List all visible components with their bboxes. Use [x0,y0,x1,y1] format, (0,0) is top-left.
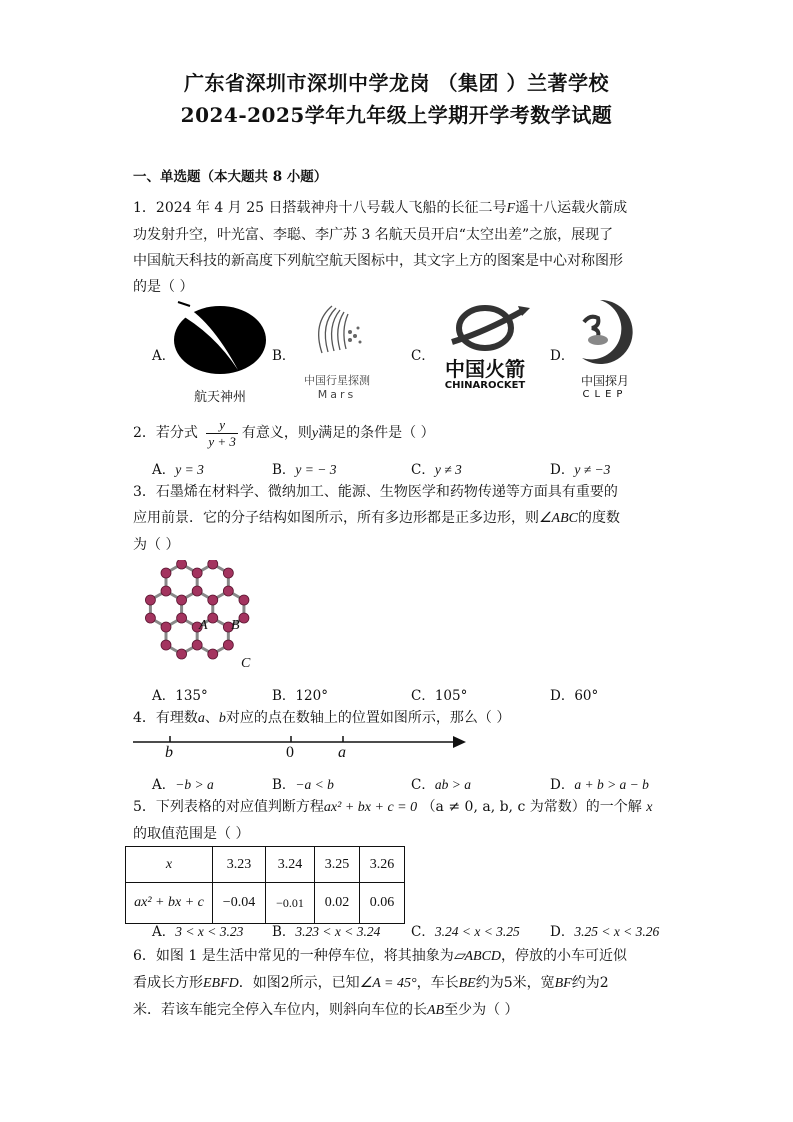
graphene-atom [208,613,218,623]
question-1 [133,195,673,300]
graphene-atom [239,613,249,623]
graphene-label-c: C [241,656,251,671]
graphene-atom [192,586,202,596]
q1-option-a-logo[interactable] [170,298,270,403]
q2-option-b[interactable]: B．y = − 3 [272,462,337,478]
table-cell: 3.25 [315,847,360,883]
china-rocket-logo-icon [432,302,538,354]
table-cell: 0.06 [360,883,405,924]
q3-option-a[interactable]: A．135° [152,688,208,704]
clep-moon-logo-icon [570,296,640,368]
q6-line1: 6．如图 1 是生活中常见的一种停车位，将其抽象为▱ABCD，停放的小车可近似 [133,948,628,964]
question-2: 2．若分式 $\frac{y}{y + 3}$ 有意义，则y满足的条件是（ ） [133,416,435,449]
q5-value-table [125,846,405,924]
graphene-atom [177,613,187,623]
q1-option-d-sub: CLEP [582,389,628,400]
q1-option-a-caption: 航天神州 [193,390,246,405]
q4-option-b[interactable]: B．−a < b [272,777,334,793]
q3-option-d[interactable]: D．60° [550,688,599,704]
q1-option-c-logo[interactable] [432,302,538,402]
q6-line3: 米．若该车能完全停入车位内，则斜向车位的长AB至少为（ ） [133,1002,519,1018]
axis-label-b: b [165,744,173,761]
q1-line3: 中国航天科技的新高度下列航空航天图标中，其文字上方的图案是中心对称图形 [133,253,623,269]
question-6 [133,943,673,1024]
axis-label-a: a [338,744,346,761]
q1-option-c-sub: CHINAROCKET [444,380,526,391]
q1-option-c-letter[interactable]: C． [411,348,435,364]
page-title-line2: 2024-2025学年九年级上学期开学考数学试题 [180,103,613,127]
graphene-atom [208,560,218,569]
question-3 [133,479,673,558]
q1-option-a-letter[interactable]: A． [152,348,176,364]
q1-line1: 1．2024 年 4 月 25 日搭载神舟十八号载人飞船的长征二号F遥十八运载火箭成 [133,200,628,216]
q3-line1: 3．石墨烯在材料学、微纳加工、能源、生物医学和药物传递等方面具有重要的 [133,484,618,500]
graphene-atom [161,586,171,596]
q4-option-d[interactable]: D．a + b > a − b [550,777,649,793]
table-row [126,883,405,924]
graphene-atom [223,586,233,596]
q3-option-c[interactable]: C．105° [411,688,468,704]
graphene-atom [192,568,202,578]
q1-option-b-sub: Mars [317,388,357,401]
table-cell: −0.04 [213,883,266,924]
q1-option-b-caption: 中国行星探测 [304,374,370,387]
q2-option-d[interactable]: D．y ≠ −3 [550,462,611,478]
table-cell: 3.23 [213,847,266,883]
q1-option-d-letter[interactable]: D． [550,348,575,364]
q3-line3: 为（ ） [133,537,180,553]
number-line [133,732,473,768]
section-heading: 一、单选题（本大题共 8 小题） [133,169,328,185]
graphene-atom [177,560,187,569]
graphene-figure [133,560,273,678]
shenzhou-logo-icon [170,298,270,378]
q2-option-a[interactable]: A．y = 3 [152,462,204,478]
graphene-atom [239,595,249,605]
q3-option-b[interactable]: B．120° [272,688,328,704]
graphene-atom [161,622,171,632]
q5-option-a[interactable]: A．3 < x < 3.23 [152,924,244,940]
q5-option-d[interactable]: D．3.25 < x < 3.26 [550,924,660,940]
q1-line2: 功发射升空，叶光富、李聪、李广苏 3 名航天员开启“太空出差”之旅，展现了 [133,227,614,243]
graphene-atom [161,640,171,650]
q6-line2: 看成长方形EBFD．如图2所示，已知∠A = 45°，车长BE约为5米，宽BF约为2 [133,975,609,991]
graphene-atom [223,568,233,578]
q5-table-wrap [125,846,405,924]
graphene-atom [177,649,187,659]
q1-line4: 的是（ ） [133,279,194,295]
q1-option-d-caption: 中国探月 [580,374,629,388]
table-cell: 3.24 [266,847,315,883]
q4-option-a[interactable]: A．−b > a [152,777,214,793]
q1-option-c-caption: 中国火箭 [445,357,525,381]
table-cell: −0.01 [266,883,315,924]
number-line-axis [133,732,473,768]
q4-option-c[interactable]: C．ab > a [411,777,471,793]
graphene-atom [145,613,155,623]
question-5 [133,794,673,847]
table-cell: 3.26 [360,847,405,883]
table-row [126,847,405,883]
table-cell: 0.02 [315,883,360,924]
q5-line2: 的取值范围是（ ） [133,826,250,842]
mars-probe-logo-icon [292,298,382,368]
graphene-atom [192,640,202,650]
graphene-atom [223,640,233,650]
graphene-atom [208,649,218,659]
graphene-atom [161,568,171,578]
q3-line2: 应用前景．它的分子结构如图所示，所有多边形都是正多边形，则∠ABC的度数 [133,510,620,526]
q1-option-b-logo[interactable] [292,298,382,403]
graphene-label-b: B [231,618,240,633]
graphene-atom [145,595,155,605]
axis-label-zero: 0 [286,744,294,761]
q5-option-c[interactable]: C．3.24 < x < 3.25 [411,924,520,940]
question-4: 4．有理数a、b对应的点在数轴上的位置如图所示，那么（ ） [133,710,511,726]
table-cell: ax² + bx + c [126,883,213,924]
q1-option-b-letter[interactable]: B． [272,348,296,364]
q1-option-d-logo[interactable] [570,296,640,406]
graphene-atom [208,595,218,605]
q2-option-c[interactable]: C．y ≠ 3 [411,462,462,478]
graphene-label-a: A [199,618,208,633]
q5-line1: 5．下列表格的对应值判断方程ax² + bx + c = 0 （a ≠ 0, a, b, c 为常数）的一个解 x [133,799,653,815]
page-title-line1: 广东省深圳市深圳中学龙岗 （集团 ）兰著学校 [184,71,609,95]
table-cell: x [126,847,213,883]
graphene-atom [177,595,187,605]
q5-option-b[interactable]: B．3.23 < x < 3.24 [272,924,381,940]
q2-fraction: $\frac{y}{y + 3}$ [208,416,236,449]
